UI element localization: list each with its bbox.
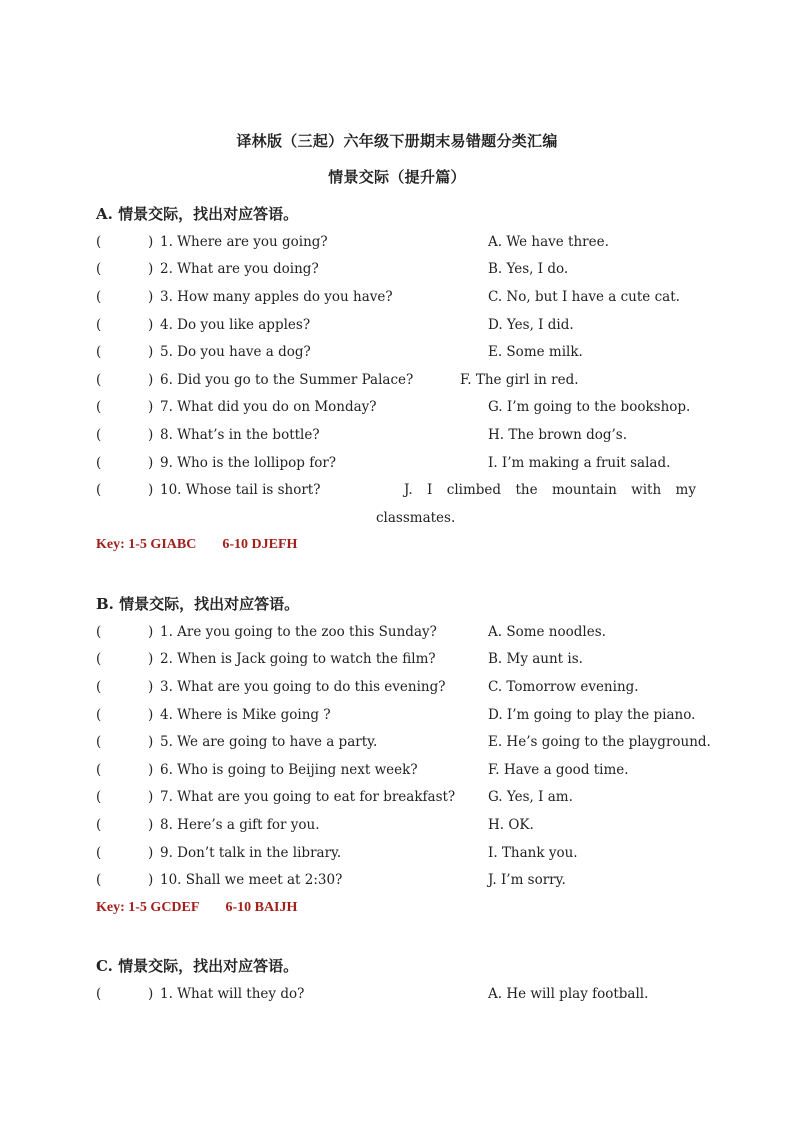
question-row [96, 789, 696, 811]
answer-option: B. Yes, I do. [488, 261, 569, 277]
question-row [96, 482, 696, 504]
question-text: 7. What did you do on Monday? [160, 399, 377, 415]
answer-option: I. I’m making a fruit salad. [488, 455, 671, 471]
question-text: 10. Whose tail is short? [160, 482, 321, 498]
answer-option: C. Tomorrow evening. [488, 679, 639, 695]
answer-paren-open: ( [96, 986, 102, 1002]
answer-paren-open: ( [96, 651, 102, 667]
answer-option [404, 482, 696, 498]
section-a-heading: A. 情景交际，找出对应答语。 [96, 205, 299, 223]
answer-paren-close: ) [148, 427, 154, 443]
question-row [96, 651, 696, 673]
question-text: 1. Where are you going? [160, 234, 328, 250]
answer-paren-close: ) [148, 344, 154, 360]
document-subtitle: 情景交际（提升篇） [328, 168, 466, 186]
answer-paren-close: ) [148, 651, 154, 667]
question-text: 7. What are you going to eat for breakfast? [160, 789, 456, 805]
answer-paren-close: ) [148, 317, 154, 333]
answer-paren-close: ) [148, 399, 154, 415]
question-row [96, 762, 696, 784]
question-row [96, 261, 696, 283]
answer-paren-open: ( [96, 762, 102, 778]
answer-option: G. I’m going to the bookshop. [488, 399, 691, 415]
question-row [96, 734, 711, 756]
answer-option: J. I’m sorry. [488, 872, 566, 888]
question-text: 3. What are you going to do this evening? [160, 679, 446, 695]
answer-paren-open: ( [96, 234, 102, 250]
answer-option: F. Have a good time. [488, 762, 629, 778]
answer-word: mountain [551, 482, 617, 498]
question-row [96, 234, 696, 256]
question-text: 6. Did you go to the Summer Palace? [160, 372, 414, 388]
answer-option: D. Yes, I did. [488, 317, 574, 333]
answer-paren-open: ( [96, 261, 102, 277]
question-text: 4. Where is Mike going ? [160, 707, 331, 723]
document-title: 译林版（三起）六年级下册期末易错题分类汇编 [236, 132, 558, 150]
answer-paren-close: ) [148, 789, 154, 805]
answer-key-part-1: Key: 1-5 GIABC [96, 537, 197, 552]
answer-word: J. [404, 482, 413, 498]
answer-paren-close: ) [148, 372, 154, 388]
answer-option: D. I’m going to play the piano. [488, 707, 696, 723]
question-text: 9. Don’t talk in the library. [160, 845, 342, 861]
answer-paren-close: ) [148, 762, 154, 778]
answer-paren-close: ) [148, 734, 154, 750]
answer-paren-open: ( [96, 707, 102, 723]
answer-paren-open: ( [96, 624, 102, 640]
question-text: 1. What will they do? [160, 986, 305, 1002]
answer-paren-open: ( [96, 872, 102, 888]
answer-paren-close: ) [148, 817, 154, 833]
answer-paren-close: ) [148, 624, 154, 640]
answer-paren-close: ) [148, 234, 154, 250]
answer-word: with [631, 482, 662, 498]
answer-paren-close: ) [148, 261, 154, 277]
question-row [96, 289, 696, 311]
answer-key-part-1: Key: 1-5 GCDEF [96, 900, 200, 915]
answer-option: H. The brown dog’s. [488, 427, 628, 443]
question-row [96, 872, 696, 894]
question-row [96, 344, 696, 366]
question-row [96, 399, 696, 421]
question-text: 1. Are you going to the zoo this Sunday? [160, 624, 437, 640]
answer-paren-open: ( [96, 427, 102, 443]
answer-word: the [515, 482, 538, 498]
answer-paren-close: ) [148, 707, 154, 723]
answer-option: G. Yes, I am. [488, 789, 573, 805]
question-row [96, 427, 696, 449]
answer-paren-close: ) [148, 482, 154, 498]
question-row [96, 372, 696, 394]
answer-paren-close: ) [148, 679, 154, 695]
answer-option: A. We have three. [488, 234, 609, 250]
answer-key-part-2: 6-10 BAIJH [225, 900, 298, 915]
answer-option: E. Some milk. [488, 344, 583, 360]
question-row [96, 679, 696, 701]
answer-paren-open: ( [96, 399, 102, 415]
question-row [96, 317, 696, 339]
answer-paren-open: ( [96, 789, 102, 805]
answer-paren-close: ) [148, 872, 154, 888]
answer-paren-open: ( [96, 344, 102, 360]
answer-word: I [427, 482, 433, 498]
answer-paren-open: ( [96, 817, 102, 833]
question-text: 10. Shall we meet at 2:30? [160, 872, 343, 888]
question-row [96, 986, 696, 1008]
answer-paren-close: ) [148, 289, 154, 305]
answer-option: E. He’s going to the playground. [488, 734, 711, 750]
answer-option: H. OK. [488, 817, 534, 833]
question-text: 4. Do you like apples? [160, 317, 311, 333]
question-row [96, 624, 696, 646]
answer-option: C. No, but I have a cute cat. [488, 289, 680, 305]
question-text: 5. Do you have a dog? [160, 344, 311, 360]
question-row [96, 817, 696, 839]
question-row [96, 845, 696, 867]
question-row [96, 707, 696, 729]
answer-paren-close: ) [148, 455, 154, 471]
section-c-heading: C. 情景交际，找出对应答语。 [96, 957, 299, 975]
answer-option: I. Thank you. [488, 845, 578, 861]
question-text: 2. When is Jack going to watch the film? [160, 651, 436, 667]
answer-paren-open: ( [96, 482, 102, 498]
answer-key [96, 900, 297, 916]
answer-key [96, 537, 297, 553]
answer-paren-open: ( [96, 317, 102, 333]
question-text: 2. What are you doing? [160, 261, 319, 277]
question-text: 9. Who is the lollipop for? [160, 455, 337, 471]
answer-paren-open: ( [96, 679, 102, 695]
answer-paren-open: ( [96, 289, 102, 305]
answer-paren-open: ( [96, 455, 102, 471]
answer-word: my [675, 482, 696, 498]
question-text: 5. We are going to have a party. [160, 734, 378, 750]
answer-option: A. He will play football. [488, 986, 649, 1002]
answer-paren-open: ( [96, 845, 102, 861]
answer-paren-open: ( [96, 372, 102, 388]
answer-key-part-2: 6-10 DJEFH [222, 537, 298, 552]
answer-paren-close: ) [148, 845, 154, 861]
answer-paren-close: ) [148, 986, 154, 1002]
question-text: 8. What’s in the bottle? [160, 427, 320, 443]
question-text: 6. Who is going to Beijing next week? [160, 762, 418, 778]
question-text: 8. Here’s a gift for you. [160, 817, 320, 833]
answer-option: B. My aunt is. [488, 651, 583, 667]
section-b-heading: B. 情景交际，找出对应答语。 [96, 595, 300, 613]
question-text: 3. How many apples do you have? [160, 289, 393, 305]
answer-continuation: classmates. [376, 510, 456, 526]
question-row [96, 455, 696, 477]
answer-option: F. The girl in red. [460, 372, 579, 388]
answer-word: climbed [446, 482, 502, 498]
answer-paren-open: ( [96, 734, 102, 750]
answer-option: A. Some noodles. [488, 624, 606, 640]
